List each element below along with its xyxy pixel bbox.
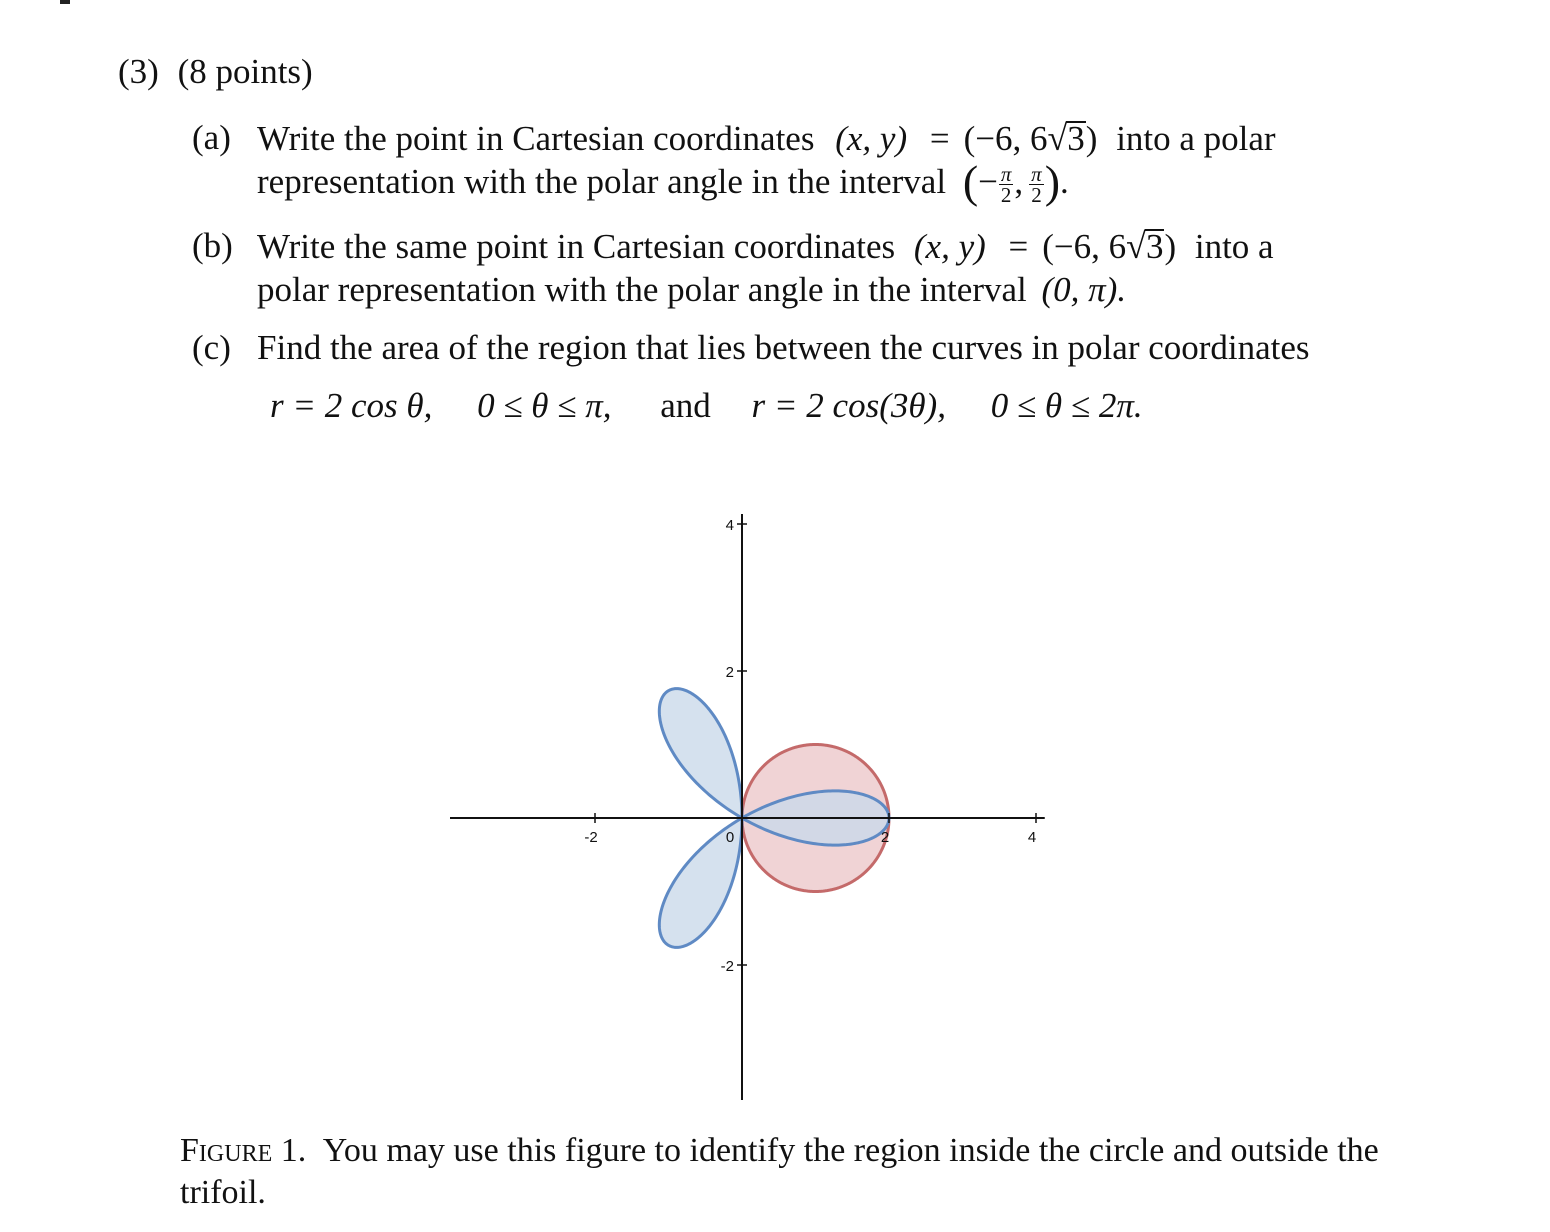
x-tick-label-2: 2 [880,829,890,846]
caption-label: Figure 1. [180,1132,307,1169]
curve2-eq: r = 2 cos(3θ), [751,386,946,425]
curve1-range: 0 ≤ θ ≤ π, [477,386,612,425]
part-b-sqrt-arg: 3 [1145,227,1164,266]
curve2-range: 0 ≤ θ ≤ 2π. [990,386,1143,425]
x-tick-label--2: -2 [584,829,598,846]
part-a-xy: (x, y) [835,119,908,158]
part-c-equations [270,386,1143,426]
part-b-eq: = [1008,227,1029,266]
part-a-text: Write the point in Cartesian coordinates [257,119,815,158]
part-a-line1 [257,118,1276,159]
part-c-label: (c) [192,328,231,367]
part-b-text: Write the same point in Cartesian coordinates [257,227,896,266]
part-c-line1: Find the area of the region that lies between the curves in polar coordinates [257,328,1310,367]
part-c-and: and [660,386,711,425]
part-b-interval: (0, π). [1041,270,1127,309]
part-a-label: (a) [192,118,231,157]
part-b-xy: (x, y) [913,227,986,266]
part-b-point-suffix: ) [1164,227,1177,266]
curve1-eq: r = 2 cos θ, [270,386,433,425]
y-tick-label--2: -2 [720,958,734,975]
part-a-line2 [257,156,1069,208]
caption-text: You may use this figure to identify the region inside the circle and outside the trifoil. [180,1132,1379,1211]
part-a-sqrt-arg: 3 [1067,119,1085,158]
problem-header [118,52,313,92]
x-tick-label-0: 0 [725,829,735,846]
page-corner-mark [60,0,70,4]
part-a-open-paren: ( [962,156,979,207]
polar-figure [450,500,1050,1100]
part-a-period: . [1060,162,1069,201]
part-b-line2 [257,270,1126,310]
part-b-radical: √ [1126,226,1146,266]
problem-points: (8 points) [177,52,313,91]
part-a-frac-1: $\frac{\pi}{2}$ [1000,162,1012,208]
part-a-point-prefix: (−6, 6 [963,119,1048,158]
part-b-label: (b) [192,226,233,265]
y-tick-label-4: 4 [725,517,734,534]
part-a-close-paren: ) [1044,156,1061,207]
part-b-text-3: polar representation with the polar angle in the interval [257,270,1027,309]
part-a-eq: = [929,119,950,158]
y-tick-label-2: 2 [725,664,734,681]
part-a-minus: − [978,162,998,201]
part-b-line1 [257,226,1274,267]
part-a-point-suffix: ) [1085,119,1098,158]
part-a-radical: √ [1047,118,1068,158]
x-tick-label-4: 4 [1027,829,1037,846]
part-b-point-prefix: (−6, 6 [1042,227,1127,266]
part-a-comma: , [1014,162,1024,201]
part-a-text-2: into a polar [1116,119,1276,158]
part-a-text-3: representation with the polar angle in the interval [257,162,947,201]
problem-number: (3) [118,52,159,91]
part-a-frac-2: $\frac{\pi}{2}$ [1031,162,1042,208]
part-b-text-2: into a [1194,227,1274,266]
figure-caption [180,1130,1380,1214]
